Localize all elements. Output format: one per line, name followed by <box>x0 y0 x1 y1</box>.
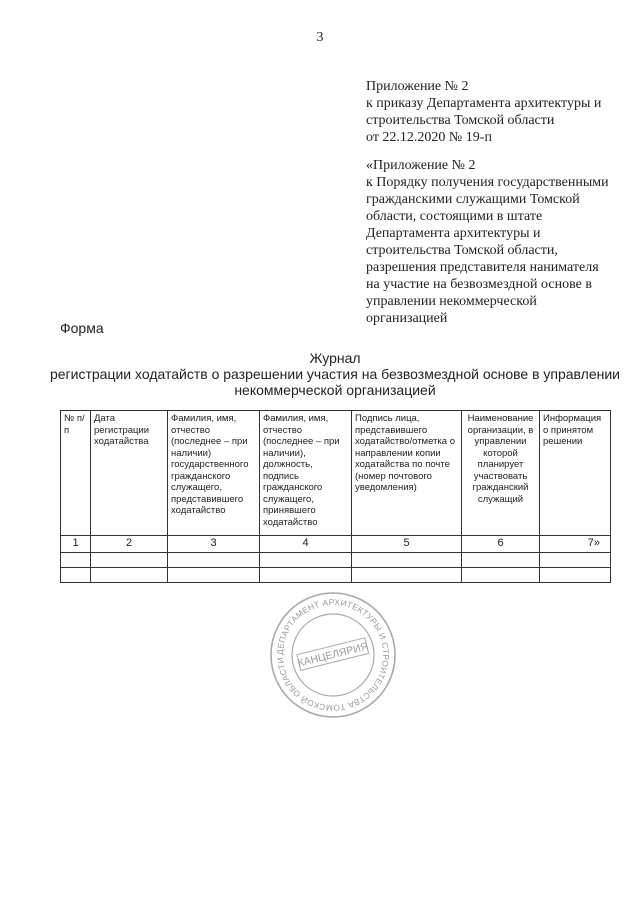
table-cell <box>462 568 540 583</box>
appendix-quote-line: Департамента архитектуры и <box>366 226 541 241</box>
appendix-header <box>366 78 634 146</box>
page-number: 3 <box>316 30 324 45</box>
appendix-header-line: к приказу Департамента архитектуры и <box>366 96 602 111</box>
appendix-quote-line: организацией <box>366 311 448 326</box>
header-receiver-name: Фамилия, имя, отчество (последнее – при наличии), должность, подпись гражданского служащего, принявшего ходатайство <box>260 411 352 536</box>
table-cell <box>61 553 91 568</box>
table-cell <box>352 553 462 568</box>
office-stamp <box>268 590 398 720</box>
header-organization-name: Наименование организации, в управлении которой планирует участвовать гражданский служащий <box>462 411 540 536</box>
table-cell <box>352 568 462 583</box>
column-number: 3 <box>168 536 260 553</box>
column-number: 6 <box>462 536 540 553</box>
column-number: 7» <box>540 536 611 553</box>
column-number: 2 <box>91 536 168 553</box>
appendix-quote-line: к Порядку получения государственными <box>366 175 609 190</box>
appendix-header-line: Приложение № 2 <box>366 79 469 94</box>
table-cell <box>260 553 352 568</box>
appendix-quote-line: на участие на безвозмездной основе в <box>366 277 592 292</box>
table-cell <box>540 568 611 583</box>
journal-subtitle-line: некоммерческой организацией <box>234 382 436 398</box>
table-cell <box>462 553 540 568</box>
column-number: 1 <box>61 536 91 553</box>
column-number: 5 <box>352 536 462 553</box>
appendix-quote <box>366 157 634 327</box>
appendix-quote-line: гражданскими служащими Томской <box>366 192 580 207</box>
table-row <box>61 553 611 568</box>
journal-table <box>60 410 611 583</box>
appendix-quote-line: строительства Томской области, <box>366 243 558 258</box>
table-cell <box>91 568 168 583</box>
appendix-quote-line: управлении некоммерческой <box>366 294 537 309</box>
table-cell <box>260 568 352 583</box>
journal-title <box>40 350 630 398</box>
appendix-header-line: строительства Томской области <box>366 113 555 128</box>
header-decision-info: Информация о принятом решении <box>540 411 611 536</box>
appendix-quote-line: области, состоящими в штате <box>366 209 543 224</box>
appendix-quote-line: «Приложение № 2 <box>366 158 476 173</box>
table-cell <box>540 553 611 568</box>
table-row <box>61 568 611 583</box>
header-applicant-signature: Подпись лица, представившего ходатайство/отметка о направлении копии ходатайства по почте (номер почтового уведомления) <box>352 411 462 536</box>
table-cell <box>91 553 168 568</box>
header-applicant-name: Фамилия, имя, отчество (последнее – при наличии) государственного гражданского служащего, представившего ходатайство <box>168 411 260 536</box>
form-label: Форма <box>60 320 104 336</box>
table-cell <box>168 553 260 568</box>
table-cell <box>61 568 91 583</box>
header-number: № п/п <box>61 411 91 536</box>
appendix-header-line: от 22.12.2020 № 19-п <box>366 130 492 145</box>
column-number: 4 <box>260 536 352 553</box>
appendix-quote-line: разрешения представителя нанимателя <box>366 260 599 275</box>
table-cell <box>168 568 260 583</box>
table-column-numbers-row <box>61 536 611 553</box>
journal-subtitle-line: регистрации ходатайств о разрешении участия на безвозмездной основе в управлении <box>49 366 621 382</box>
table-header-row <box>61 411 611 536</box>
header-registration-date: Дата регистрации ходатайства <box>91 411 168 536</box>
stamp-outer-text: ДЕПАРТАМЕНТ АРХИТЕКТУРЫ И СТРОИТЕЛЬСТВА ТОМСКОЙ ОБЛАСТИ <box>274 596 392 714</box>
journal-title-main: Журнал <box>309 350 361 366</box>
stamp-center-text: КАНЦЕЛЯРИЯ <box>296 640 370 670</box>
